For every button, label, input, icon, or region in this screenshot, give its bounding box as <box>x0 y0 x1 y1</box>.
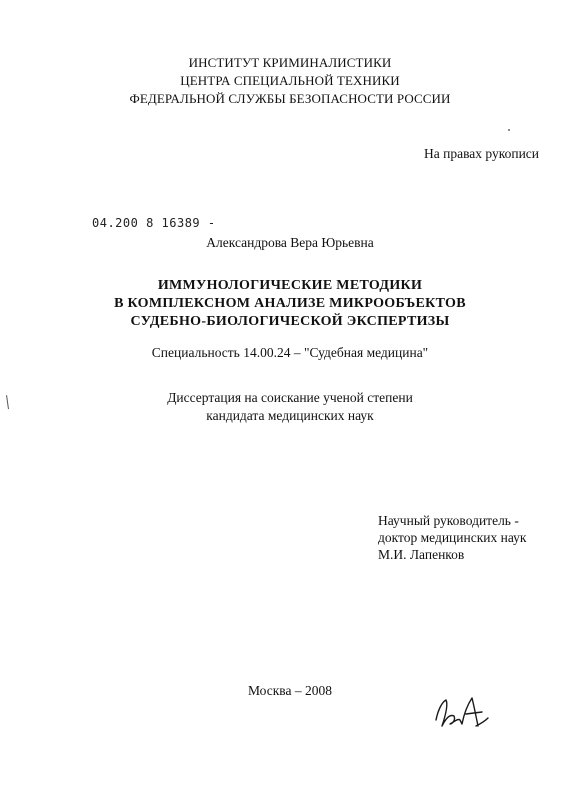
registration-stamp: 04.200 8 16389 - <box>92 216 216 230</box>
specialty-line: Специальность 14.00.24 – "Судебная медицина" <box>151 345 429 360</box>
handwritten-signature <box>432 692 492 736</box>
supervisor-degree: доктор медицинских наук <box>378 530 527 545</box>
author-name: Александрова Вера Юрьевна <box>206 235 374 250</box>
dissertation-line-1: Диссертация на соискание ученой степени <box>167 390 413 405</box>
center-name: ЦЕНТРА СПЕЦИАЛЬНОЙ ТЕХНИКИ <box>180 73 400 88</box>
supervisor-name: М.И. Лапенков <box>378 547 465 562</box>
title-line-3: СУДЕБНО-БИОЛОГИЧЕСКОЙ ЭКСПЕРТИЗЫ <box>130 314 450 329</box>
institute-name: ИНСТИТУТ КРИМИНАЛИСТИКИ <box>188 55 392 70</box>
service-name: ФЕДЕРАЛЬНОЙ СЛУЖБЫ БЕЗОПАСНОСТИ РОССИИ <box>129 91 451 106</box>
place-year: Москва – 2008 <box>248 683 332 698</box>
title-line-2: В КОМПЛЕКСНОМ АНАЛИЗЕ МИКРООБЪЕКТОВ <box>114 296 466 311</box>
manuscript-rights-note: На правах рукописи <box>424 146 540 161</box>
speck-mark <box>508 129 510 131</box>
title-line-1: ИММУНОЛОГИЧЕСКИЕ МЕТОДИКИ <box>157 278 423 293</box>
dissertation-line-2: кандидата медицинских наук <box>206 408 374 423</box>
supervisor-role: Научный руководитель - <box>378 513 519 528</box>
